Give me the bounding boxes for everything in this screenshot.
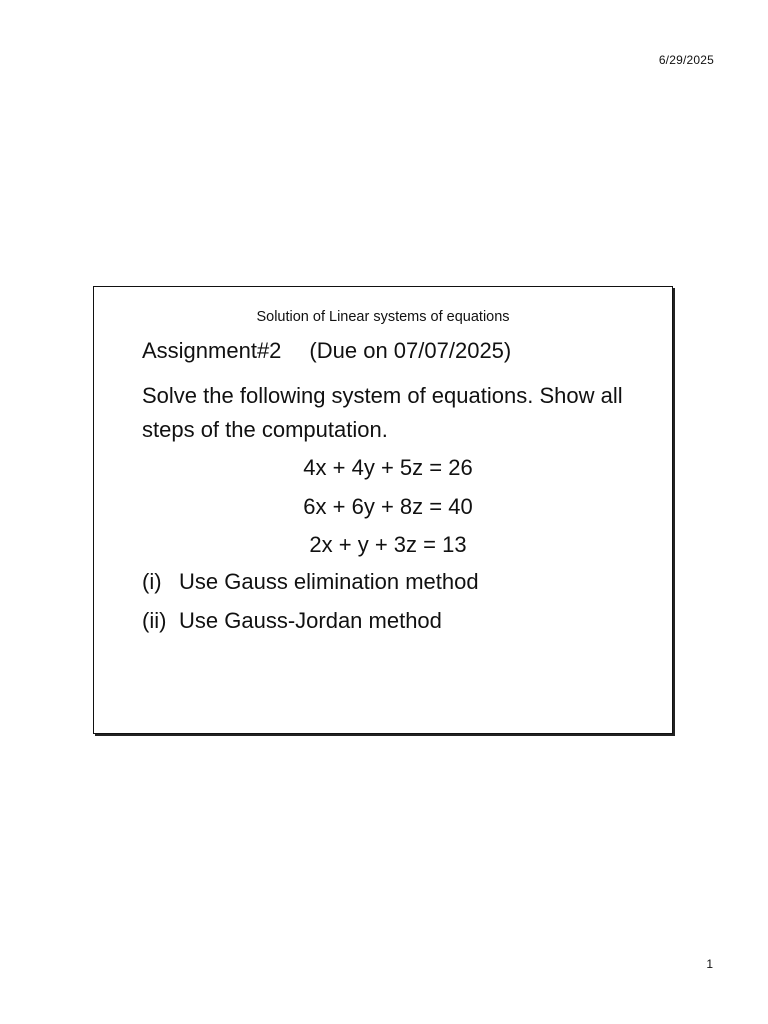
method-text: Use Gauss elimination method <box>179 569 479 594</box>
method-text: Use Gauss-Jordan method <box>179 607 442 633</box>
method-list <box>142 565 479 642</box>
method-marker: (ii) <box>142 607 167 633</box>
equation-list <box>94 451 672 567</box>
method-marker: (i) <box>142 569 162 594</box>
equation-2: 6x + 6y + 8z = 40 <box>303 493 473 519</box>
slide-header: Solution of Linear systems of equations <box>256 309 510 325</box>
assignment-label: Assignment#2 <box>142 338 282 363</box>
instruction-text: Solve the following system of equations. Show all steps of the computation. <box>142 383 623 442</box>
method-item-gauss-jordan <box>142 604 479 643</box>
equation-1: 4x + 4y + 5z = 26 <box>303 455 473 480</box>
page-date: 6/29/2025 <box>658 53 714 67</box>
method-item-gauss-elimination <box>142 565 479 604</box>
equation-3: 2x + y + 3z = 13 <box>309 532 467 557</box>
assignment-title <box>142 338 511 364</box>
slide-frame <box>93 286 673 734</box>
due-date: (Due on 07/07/2025) <box>309 338 512 363</box>
page-number: 1 <box>706 957 713 971</box>
